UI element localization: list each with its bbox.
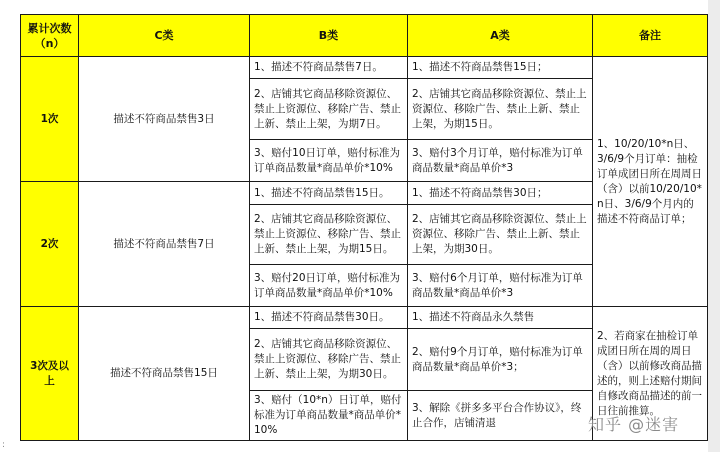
a-cell-3-1: 1、描述不符商品永久禁售 bbox=[408, 307, 593, 329]
header-b-category: B类 bbox=[250, 15, 408, 57]
header-row bbox=[21, 15, 708, 57]
header-count: 累计次数（n） bbox=[21, 15, 79, 57]
table-row bbox=[21, 307, 708, 329]
b-cell-1-3: 3、赔付10日订单，赔付标准为订单商品数量*商品单价*10% bbox=[250, 140, 408, 182]
b-cell-2-2: 2、店铺其它商品移除资源位、禁止上资源位、移除广告、禁止上新、禁止上架，为期15日。 bbox=[250, 205, 408, 265]
header-a-category: A类 bbox=[408, 15, 593, 57]
count-cell-3: 3次及以上 bbox=[21, 307, 79, 441]
c-cell-1: 描述不符商品禁售3日 bbox=[79, 57, 250, 182]
right-margin-strip bbox=[708, 0, 720, 452]
zhihu-watermark: 知乎 @迷害 bbox=[588, 415, 680, 434]
b-cell-3-1: 1、描述不符商品禁售30日。 bbox=[250, 307, 408, 329]
left-edge-mark: : bbox=[2, 440, 6, 450]
b-cell-1-2: 2、店铺其它商品移除资源位、禁止上资源位、移除广告、禁止上新、禁止上架，为期7日。 bbox=[250, 79, 408, 140]
count-cell-2: 2次 bbox=[21, 182, 79, 307]
notes-cell-2: 2、若商家在抽检订单成团日所在周的周日（含）以前修改商品描述的，则上述赔付期间自修改商品描述的前一日往前推算。 bbox=[593, 307, 708, 441]
b-cell-3-2: 2、店铺其它商品移除资源位、禁止上资源位、移除广告、禁止上新、禁止上架，为期30日。 bbox=[250, 329, 408, 391]
a-cell-1-2: 2、店铺其它商品移除资源位、禁止上资源位、移除广告、禁止上新、禁止上架，为期15日。 bbox=[408, 79, 593, 140]
b-cell-2-3: 3、赔付20日订单，赔付标准为订单商品数量*商品单价*10% bbox=[250, 265, 408, 307]
a-cell-2-3: 3、赔付6个月订单，赔付标准为订单商品数量*商品单价*3 bbox=[408, 265, 593, 307]
a-cell-3-3: 3、解除《拼多多平台合作协议》，终止合作，店铺清退 bbox=[408, 391, 593, 441]
notes-cell-1: 1、10/20/10*n日、3/6/9个月订单：抽检订单成团日所在周周日（含）以前10/20/10*n日、3/6/9个月内的描述不符商品订单； bbox=[593, 57, 708, 307]
b-cell-2-1: 1、描述不符商品禁售15日。 bbox=[250, 182, 408, 205]
count-cell-1: 1次 bbox=[21, 57, 79, 182]
header-c-category: C类 bbox=[79, 15, 250, 57]
c-cell-2: 描述不符商品禁售7日 bbox=[79, 182, 250, 307]
a-cell-1-3: 3、赔付3个月订单，赔付标准为订单商品数量*商品单价*3 bbox=[408, 140, 593, 182]
spreadsheet-area bbox=[20, 14, 707, 434]
table-row bbox=[21, 57, 708, 79]
penalty-table bbox=[20, 14, 708, 441]
a-cell-2-2: 2、店铺其它商品移除资源位、禁止上资源位、移除广告、禁止上新、禁止上架，为期30日。 bbox=[408, 205, 593, 265]
header-notes: 备注 bbox=[593, 15, 708, 57]
b-cell-1-1: 1、描述不符商品禁售7日。 bbox=[250, 57, 408, 79]
a-cell-3-2: 2、赔付9个月订单，赔付标准为订单商品数量*商品单价*3； bbox=[408, 329, 593, 391]
a-cell-1-1: 1、描述不符商品禁售15日； bbox=[408, 57, 593, 79]
a-cell-2-1: 1、描述不符商品禁售30日； bbox=[408, 182, 593, 205]
c-cell-3: 描述不符商品禁售15日 bbox=[79, 307, 250, 441]
b-cell-3-3: 3、赔付（10*n）日订单，赔付标准为订单商品数量*商品单价*10% bbox=[250, 391, 408, 441]
